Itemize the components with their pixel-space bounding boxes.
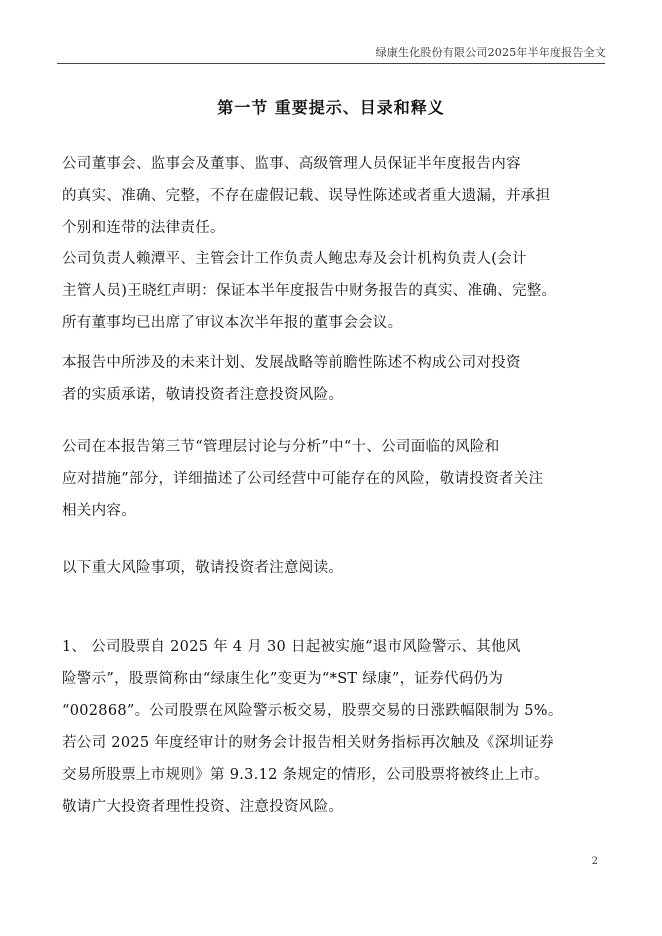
paragraph-line: 公司董事会、监事会及董事、监事、高级管理人员保证半年度报告内容 xyxy=(62,156,521,172)
running-header: 绿康生化股份有限公司2025年半年度报告全文 xyxy=(375,46,606,59)
page-number: 2 xyxy=(591,856,598,867)
paragraph-delisting-risk xyxy=(62,631,602,823)
paragraph-line: 以下重大风险事项，敬请投资者注意阅读。 xyxy=(62,560,344,576)
header-divider xyxy=(57,63,605,64)
paragraph-major-risks-intro xyxy=(62,552,602,584)
paragraph-line: 公司负责人赖潭平、主管会计工作负责人鲍忠寿及会计机构负责人(会计 xyxy=(62,251,527,267)
paragraph-responsible-persons xyxy=(62,243,602,307)
paragraph-forward-looking xyxy=(62,347,602,411)
paragraph-line: “002868”。公司股票在风险警示板交易，股票交易的日涨跌幅限制为 5%。 xyxy=(62,703,563,719)
paragraph-directors-attendance xyxy=(62,307,602,339)
paragraph-line: 相关内容。 xyxy=(62,503,136,519)
paragraph-line: 所有董事均已出席了审议本次半年报的董事会会议。 xyxy=(62,315,403,331)
paragraph-line: 本报告中所涉及的未来计划、发展战略等前瞻性陈述不构成公司对投资 xyxy=(62,355,521,371)
paragraph-line: 公司在本报告第三节“管理层讨论与分析”中“十、公司面临的风险和 xyxy=(62,439,500,455)
paragraph-line: 若公司 2025 年度经审计的财务会计报告相关财务指标再次触及《深圳证券 xyxy=(62,735,554,751)
paragraph-line: 应对措施”部分，详细描述了公司经营中可能存在的风险，敬请投资者关注 xyxy=(62,471,544,487)
paragraph-line: 险警示”，股票简称由“绿康生化”变更为“*ST 绿康”，证券代码仍为 xyxy=(62,671,504,687)
paragraph-board-guarantee xyxy=(62,148,602,244)
paragraph-line: 者的实质承诺，敬请投资者注意投资风险。 xyxy=(62,387,344,403)
paragraph-risk-reference xyxy=(62,431,602,527)
paragraph-line: 个别和连带的法律责任。 xyxy=(62,220,225,236)
paragraph-line: 敬请广大投资者理性投资、注意投资风险。 xyxy=(62,799,344,815)
paragraph-line: 主管人员)王晓红声明：保证本半年度报告中财务报告的真实、准确、完整。 xyxy=(62,283,557,299)
section-title: 第一节 重要提示、目录和释义 xyxy=(217,98,445,117)
paragraph-line: 的真实、准确、完整，不存在虚假记载、误导性陈述或者重大遗漏，并承担 xyxy=(62,188,551,204)
paragraph-line: 交易所股票上市规则》第 9.3.12 条规定的情形，公司股票将被终止上市。 xyxy=(62,767,549,783)
paragraph-line: 1、 公司股票自 2025 年 4 月 30 日起被实施“退市风险警示、其他风 xyxy=(62,639,521,655)
